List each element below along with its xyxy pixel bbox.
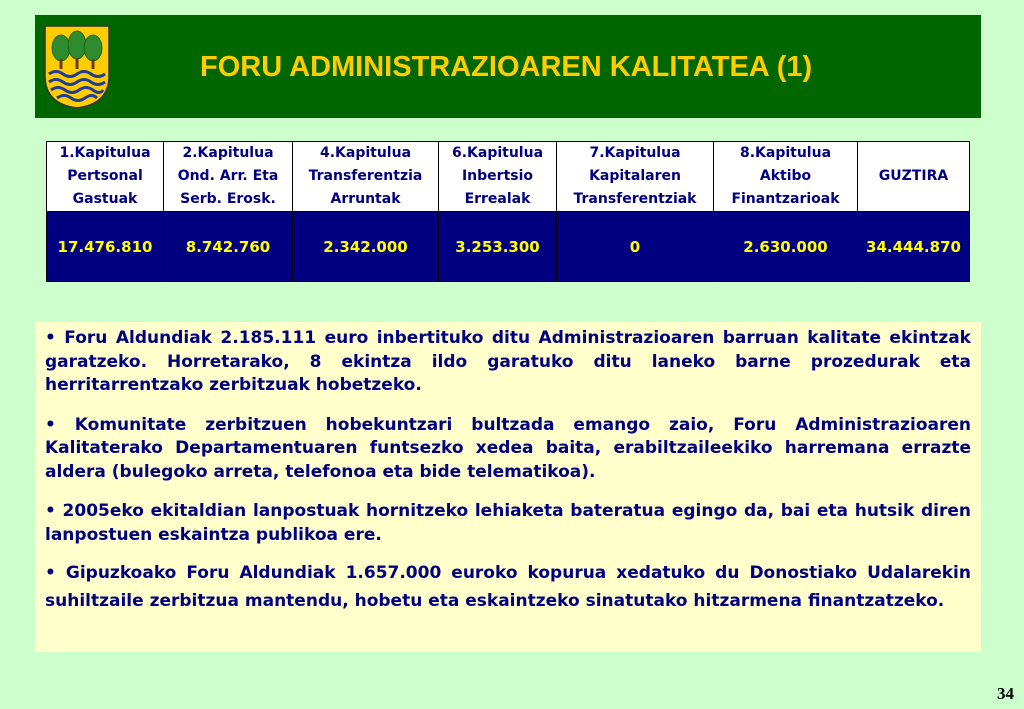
table-cell: 3.253.300 (439, 212, 557, 282)
table-header-row (47, 142, 970, 212)
table-header-cell: 7.Kapitulua Kapitalaren Transferentziak (557, 142, 714, 212)
table-cell: 2.342.000 (293, 212, 439, 282)
bullet-paragraph: • Foru Aldundiak 2.185.111 euro inbertituko ditu Administrazioaren barruan kalitate ekintzak garatzeko. Horretarako, 8 ekintza ildo garatuko ditu laneko barne prozedurak eta herritarrentzako zerbitzuak hobetzeko. (45, 328, 971, 395)
page-title: FORU ADMINISTRAZIOAREN KALITATEA (1) (200, 51, 813, 83)
table-cell: 2.630.000 (714, 212, 858, 282)
table-header-cell: 6.Kapitulua Inbertsio Errealak (439, 142, 557, 212)
table-value-row (47, 212, 970, 282)
table-header-cell: 1.Kapitulua Pertsonal Gastuak (47, 142, 164, 212)
table-cell: 0 (557, 212, 714, 282)
coat-of-arms-icon (43, 24, 111, 110)
table-header-total: GUZTIRA (858, 142, 970, 212)
table-cell-total: 34.444.870 (858, 212, 970, 282)
page-number: 34 (997, 684, 1014, 703)
budget-table (46, 141, 970, 282)
header-banner (35, 15, 981, 118)
bullet-paragraph: • 2005eko ekitaldian lanpostuak hornitzeko lehiaketa bateratua egingo da, bai eta hutsik diren lanpostuen eskaintza publikoa ere. (45, 501, 971, 545)
table-cell: 17.476.810 (47, 212, 164, 282)
table-header-cell: 8.Kapitulua Aktibo Finantzarioak (714, 142, 858, 212)
table-header-cell: 2.Kapitulua Ond. Arr. Eta Serb. Erosk. (164, 142, 293, 212)
table-cell: 8.742.760 (164, 212, 293, 282)
bullet-paragraph: • Komunitate zerbitzuen hobekuntzari bultzada emango zaio, Foru Administrazioaren Kalitaterako Departamentuaren funtsezko xedea baita, erabiltzaileekiko harremana errazte aldera (bulegoko arreta, telefonoa eta bide telematikoa). (45, 414, 971, 482)
bullet-paragraph: • Gipuzkoako Foru Aldundiak 1.657.000 euroko kopurua xedatuko du Donostiako Udalarekin suhiltzaile zerbitzua mantendu, hobetu eta eskaintzeko sinatutako hitzarmena finantzatzeko. (45, 563, 971, 611)
table-header-cell: 4.Kapitulua Transferentzia Arruntak (293, 142, 439, 212)
bullet-text-box (35, 322, 981, 652)
